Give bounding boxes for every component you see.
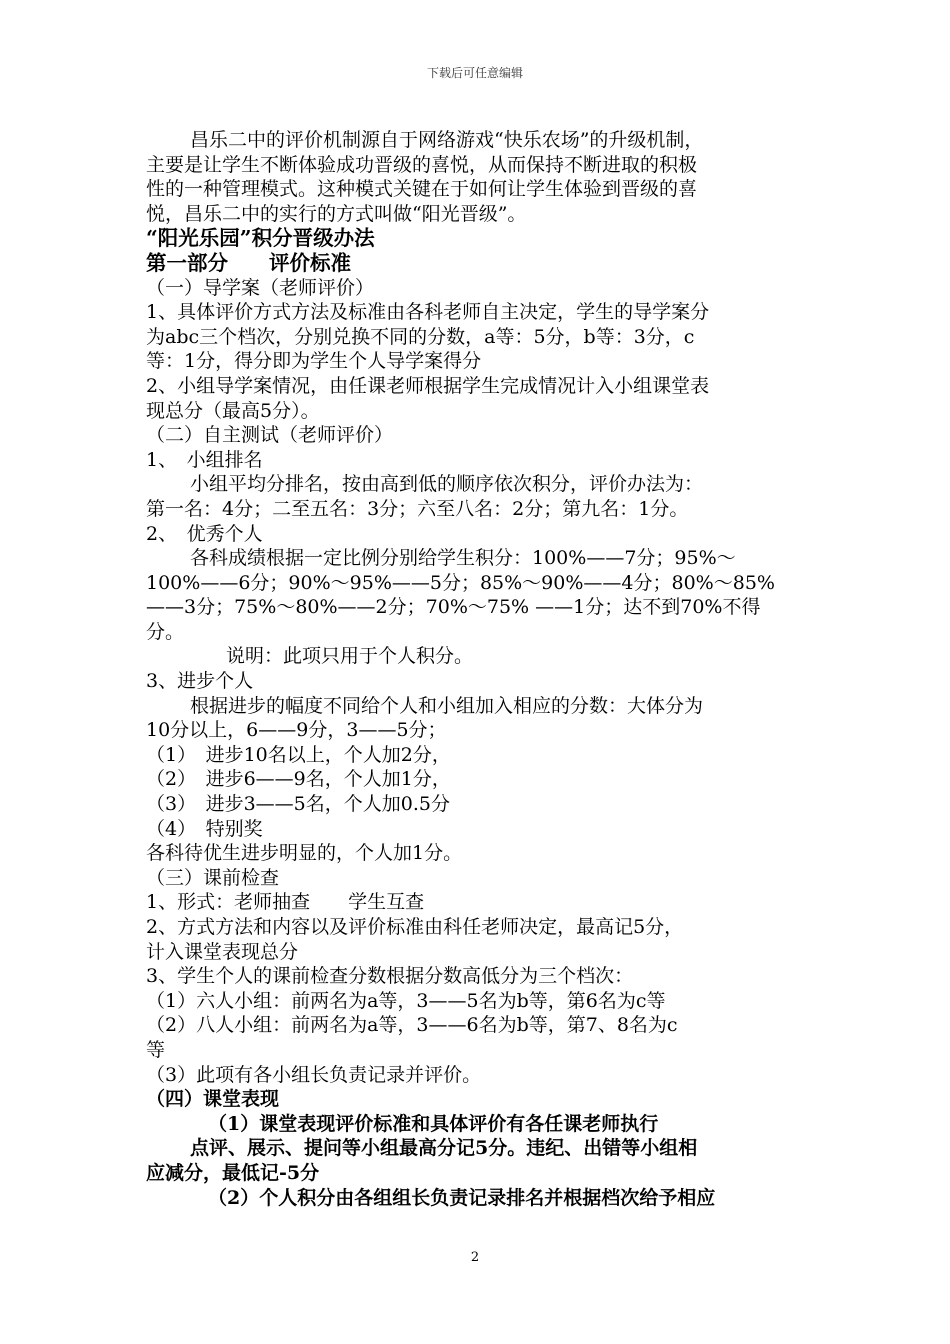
list-item: （1）课堂表现评价标准和具体评价有各任课老师执行	[208, 1112, 659, 1135]
subsection-heading: （三）课前检查	[146, 866, 280, 889]
list-item: （2） 进步6——9名，个人加1分，	[146, 768, 451, 791]
paragraph-line: 等	[146, 1038, 166, 1061]
paragraph-line: 第一名：4分；二至五名：3分；六至八名：2分；第九名：1分。	[146, 497, 689, 520]
list-item: 2、方式方法和内容以及评价标准由科任老师决定，最高记5分，	[146, 916, 684, 938]
list-item: 3、进步个人	[146, 670, 254, 693]
paragraph-line: 主要是让学生不断体验成功晋级的喜悦，从而保持不断进取的积极	[146, 153, 698, 176]
paragraph-line: 性的一种管理模式。这种模式关键在于如何让学生体验到晋级的喜	[146, 178, 698, 201]
subsection-heading: （四）课堂表现	[146, 1088, 280, 1111]
paragraph-line: 各科成绩根据一定比例分别给学生积分：100%——7分；95%～	[190, 547, 736, 570]
paragraph-line: 计入课堂表现总分	[146, 940, 299, 963]
list-item: 1、 小组排名	[146, 448, 263, 471]
list-item: （3）此项有各小组长负责记录并评价。	[146, 1063, 482, 1086]
list-item: 2、 优秀个人	[146, 522, 263, 545]
paragraph-line: 悦，昌乐二中的实行的方式叫做“阳光晋级”。	[146, 202, 527, 225]
document-title: “阳光乐园”积分晋级办法	[146, 226, 375, 251]
paragraph-line: 应减分，最低记-5分	[146, 1161, 320, 1184]
paragraph-line: 各科待优生进步明显的，个人加1分。	[146, 842, 463, 865]
paragraph-line: 2、小组导学案情况，由任课老师根据学生完成情况计入小组课堂表	[146, 374, 710, 397]
paragraph-line: 等：1分，得分即为学生个人导学案得分	[146, 350, 482, 373]
paragraph-line: 根据进步的幅度不同给个人和小组加入相应的分数：大体分为	[190, 694, 704, 717]
paragraph-line: 100%——6分；90%～95%——5分；85%～90%——4分；80%～85%	[146, 571, 775, 594]
paragraph-line: ——3分；75%～80%——2分；70%～75% ——1分；达不到70%不得	[146, 596, 761, 619]
page-header: 下载后可任意编辑	[426, 66, 523, 80]
paragraph-line: 昌乐二中的评价机制源自于网络游戏“快乐农场”的升级机制，	[190, 129, 704, 151]
list-item: （2）八人小组：前两名为a等，3——6名为b等，第7、8名为c	[146, 1014, 678, 1037]
paragraph-line: 为abc三个档次，分别兑换不同的分数，a等：5分，b等：3分，c	[146, 325, 695, 348]
paragraph-line: 现总分（最高5分）。	[146, 399, 320, 422]
section-heading: 第一部分 评价标准	[146, 250, 351, 275]
list-item: （4） 特别奖	[146, 817, 263, 840]
list-item: 1、形式：老师抽查 学生互查	[146, 891, 425, 914]
subsection-heading: （一）导学案（老师评价）	[146, 276, 375, 299]
paragraph-line: 小组平均分排名，按由高到低的顺序依次积分，评价办法为：	[190, 473, 704, 496]
list-item: 3、学生个人的课前检查分数根据分数高低分为三个档次：	[146, 965, 634, 988]
page-number: 2	[470, 1250, 480, 1265]
paragraph-line: 10分以上，6——9分，3——5分；	[146, 719, 447, 742]
paragraph-line: 点评、展示、提问等小组最高分记5分。违纪、出错等小组相	[190, 1137, 698, 1160]
list-item: （2）个人积分由各组组长负责记录排名并根据档次给予相应	[208, 1186, 716, 1209]
note-line: 说明：此项只用于个人积分。	[226, 645, 474, 668]
subsection-heading: （二）自主测试（老师评价）	[146, 424, 394, 447]
list-item: （1） 进步10名以上，个人加2分，	[146, 743, 451, 766]
list-item: （1）六人小组：前两名为a等，3——5名为b等，第6名为c等	[146, 989, 666, 1012]
paragraph-line: 1、具体评价方式方法及标准由各科老师自主决定，学生的导学案分	[146, 301, 710, 324]
paragraph-line: 分。	[146, 620, 185, 643]
document-body	[146, 128, 806, 1210]
list-item: （3） 进步3——5名，个人加0.5分	[146, 793, 450, 816]
